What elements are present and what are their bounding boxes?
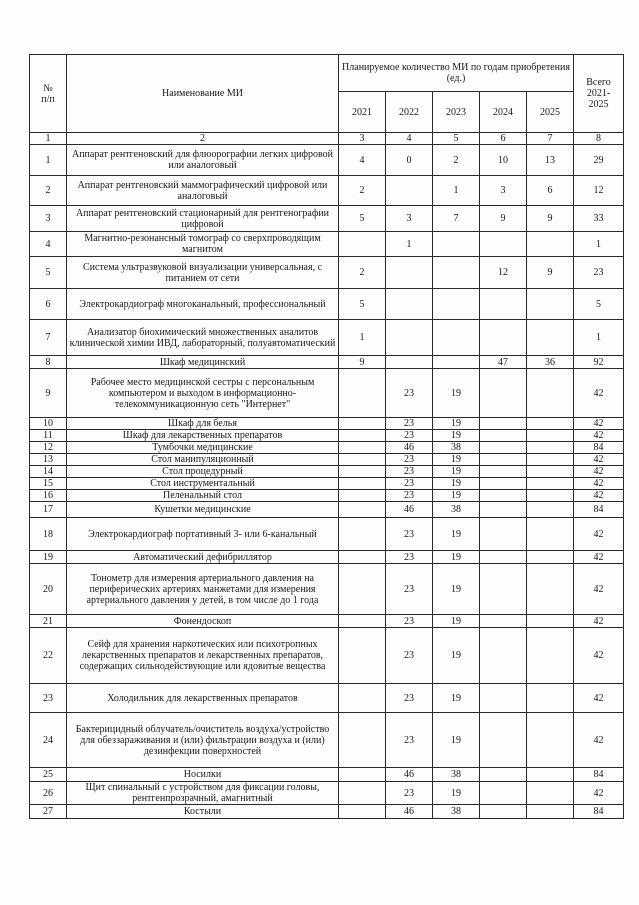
table-row	[30, 454, 624, 466]
item-name: Шкаф для лекарственных препаратов	[67, 430, 339, 442]
year-quantity	[339, 684, 386, 713]
table-row	[30, 206, 624, 232]
table-row	[30, 518, 624, 551]
year-quantity: 23	[386, 466, 433, 478]
column-number: 8	[574, 133, 624, 145]
year-quantity: 23	[386, 518, 433, 551]
year-quantity	[480, 782, 527, 805]
year-quantity: 23	[386, 430, 433, 442]
row-total: 42	[574, 782, 624, 805]
item-name: Бактерицидный облучатель/очиститель воздуха/устройство для обеззараживания и (или) фильтрации воздуха и (или) дезинфекции поверхностей	[67, 713, 339, 768]
row-total: 42	[574, 418, 624, 430]
row-total: 84	[574, 442, 624, 454]
item-name: Стол процедурный	[67, 466, 339, 478]
row-total: 42	[574, 713, 624, 768]
column-number: 4	[386, 133, 433, 145]
item-name: Костыли	[67, 805, 339, 819]
row-number: 16	[30, 490, 67, 502]
year-quantity	[386, 176, 433, 206]
table-row	[30, 369, 624, 418]
year-quantity	[527, 805, 574, 819]
year-quantity: 19	[433, 782, 480, 805]
year-quantity	[480, 466, 527, 478]
year-quantity: 9	[527, 206, 574, 232]
year-quantity	[339, 564, 386, 615]
year-quantity	[480, 478, 527, 490]
row-number: 3	[30, 206, 67, 232]
column-number: 3	[339, 133, 386, 145]
year-quantity	[480, 454, 527, 466]
table-row	[30, 466, 624, 478]
year-quantity: 23	[386, 684, 433, 713]
row-number: 6	[30, 289, 67, 320]
year-quantity	[527, 289, 574, 320]
year-quantity: 46	[386, 805, 433, 819]
table-row	[30, 176, 624, 206]
table-row	[30, 418, 624, 430]
row-total: 1	[574, 320, 624, 356]
year-quantity	[339, 442, 386, 454]
row-number: 11	[30, 430, 67, 442]
row-number: 20	[30, 564, 67, 615]
year-quantity: 46	[386, 768, 433, 782]
row-number: 26	[30, 782, 67, 805]
year-quantity: 19	[433, 478, 480, 490]
item-name: Аппарат рентгеновский маммографический цифровой или аналоговый	[67, 176, 339, 206]
item-name: Анализатор биохимический множественных аналитов клинической химии ИВД, лабораторный, полуавтоматический	[67, 320, 339, 356]
header-year: 2024	[480, 92, 527, 133]
year-quantity: 23	[386, 369, 433, 418]
year-quantity: 9	[480, 206, 527, 232]
year-quantity	[527, 551, 574, 564]
table-row	[30, 713, 624, 768]
year-quantity	[386, 320, 433, 356]
year-quantity: 19	[433, 551, 480, 564]
table-row	[30, 145, 624, 176]
year-quantity	[339, 418, 386, 430]
item-name: Фонендоскоп	[67, 615, 339, 628]
item-name: Система ультразвуковой визуализации универсальная, с питанием от сети	[67, 257, 339, 289]
year-quantity	[339, 466, 386, 478]
year-quantity	[480, 418, 527, 430]
year-quantity	[480, 684, 527, 713]
year-quantity	[480, 518, 527, 551]
year-quantity	[480, 615, 527, 628]
year-quantity	[480, 442, 527, 454]
item-name: Электрокардиограф портативный 3- или 6-канальный	[67, 518, 339, 551]
table-row	[30, 805, 624, 819]
year-quantity: 23	[386, 551, 433, 564]
year-quantity	[339, 628, 386, 684]
year-quantity	[527, 478, 574, 490]
header-year: 2025	[527, 92, 574, 133]
year-quantity: 4	[339, 145, 386, 176]
header-planned-quantity: Планируемое количество МИ по годам приобретения (ед.)	[339, 55, 574, 92]
item-name: Электрокардиограф многоканальный, профессиональный	[67, 289, 339, 320]
table-row	[30, 232, 624, 257]
column-number: 5	[433, 133, 480, 145]
item-name: Автоматический дефибриллятор	[67, 551, 339, 564]
year-quantity	[339, 768, 386, 782]
year-quantity: 10	[480, 145, 527, 176]
item-name: Шкаф для белья	[67, 418, 339, 430]
year-quantity	[527, 442, 574, 454]
column-number: 6	[480, 133, 527, 145]
header-name: Наименование МИ	[67, 55, 339, 133]
table-row	[30, 768, 624, 782]
year-quantity: 9	[527, 257, 574, 289]
year-quantity: 3	[386, 206, 433, 232]
year-quantity: 1	[339, 320, 386, 356]
item-name: Тумбочки медицинские	[67, 442, 339, 454]
year-quantity: 38	[433, 805, 480, 819]
item-name: Тонометр для измерения артериального давления на периферических артериях манжетами для измерения артериального давления у детей, в том числе до 1 года	[67, 564, 339, 615]
row-number: 13	[30, 454, 67, 466]
year-quantity	[527, 466, 574, 478]
table-row	[30, 615, 624, 628]
row-number: 15	[30, 478, 67, 490]
equipment-plan-table	[29, 54, 624, 819]
year-quantity	[527, 369, 574, 418]
year-quantity	[527, 564, 574, 615]
year-quantity: 19	[433, 454, 480, 466]
year-quantity: 2	[339, 257, 386, 289]
header-number: № п/п	[30, 55, 67, 133]
year-quantity	[480, 768, 527, 782]
year-quantity	[339, 782, 386, 805]
year-quantity: 1	[386, 232, 433, 257]
year-quantity	[386, 289, 433, 320]
item-name: Носилки	[67, 768, 339, 782]
row-number: 10	[30, 418, 67, 430]
year-quantity: 12	[480, 257, 527, 289]
table-row	[30, 430, 624, 442]
row-number: 9	[30, 369, 67, 418]
row-number: 12	[30, 442, 67, 454]
year-quantity: 19	[433, 684, 480, 713]
row-total: 42	[574, 466, 624, 478]
year-quantity	[527, 615, 574, 628]
row-number: 17	[30, 502, 67, 518]
row-number: 4	[30, 232, 67, 257]
year-quantity	[339, 502, 386, 518]
year-quantity	[527, 232, 574, 257]
header-year: 2021	[339, 92, 386, 133]
table-row	[30, 289, 624, 320]
item-name: Кушетки медицинские	[67, 502, 339, 518]
year-quantity	[480, 805, 527, 819]
row-total: 92	[574, 356, 624, 369]
year-quantity	[480, 232, 527, 257]
item-name: Шкаф медицинский	[67, 356, 339, 369]
year-quantity	[527, 782, 574, 805]
table-row	[30, 551, 624, 564]
column-number-row	[30, 133, 624, 145]
row-total: 23	[574, 257, 624, 289]
year-quantity: 19	[433, 418, 480, 430]
year-quantity	[527, 454, 574, 466]
year-quantity: 19	[433, 713, 480, 768]
row-number: 24	[30, 713, 67, 768]
column-number: 7	[527, 133, 574, 145]
year-quantity: 23	[386, 628, 433, 684]
row-total: 42	[574, 369, 624, 418]
year-quantity: 13	[527, 145, 574, 176]
year-quantity	[480, 430, 527, 442]
row-total: 42	[574, 615, 624, 628]
row-number: 1	[30, 145, 67, 176]
row-number: 14	[30, 466, 67, 478]
year-quantity	[527, 518, 574, 551]
year-quantity: 19	[433, 369, 480, 418]
row-number: 7	[30, 320, 67, 356]
table-row	[30, 320, 624, 356]
item-name: Пеленальный стол	[67, 490, 339, 502]
row-number: 18	[30, 518, 67, 551]
year-quantity: 46	[386, 502, 433, 518]
row-number: 27	[30, 805, 67, 819]
year-quantity: 23	[386, 478, 433, 490]
year-quantity: 23	[386, 418, 433, 430]
item-name: Стол манипуляционный	[67, 454, 339, 466]
year-quantity	[339, 369, 386, 418]
header-total: Всего 2021- 2025	[574, 55, 624, 133]
row-total: 12	[574, 176, 624, 206]
table-row	[30, 502, 624, 518]
item-name: Рабочее место медицинской сестры с персональным компьютером и выходом в информационно-телекоммуникационную сеть "Интернет"	[67, 369, 339, 418]
row-number: 22	[30, 628, 67, 684]
year-quantity: 5	[339, 289, 386, 320]
year-quantity	[527, 430, 574, 442]
row-total: 42	[574, 430, 624, 442]
year-quantity	[480, 320, 527, 356]
year-quantity: 23	[386, 454, 433, 466]
year-quantity	[339, 478, 386, 490]
year-quantity: 19	[433, 490, 480, 502]
year-quantity	[527, 768, 574, 782]
year-quantity: 38	[433, 442, 480, 454]
row-total: 42	[574, 551, 624, 564]
year-quantity: 3	[480, 176, 527, 206]
table-row	[30, 564, 624, 615]
year-quantity	[527, 684, 574, 713]
year-quantity: 47	[480, 356, 527, 369]
header-year: 2023	[433, 92, 480, 133]
table-row	[30, 478, 624, 490]
year-quantity	[480, 564, 527, 615]
year-quantity	[339, 713, 386, 768]
row-total: 5	[574, 289, 624, 320]
year-quantity	[339, 232, 386, 257]
item-name: Магнитно-резонансный томограф со сверхпроводящим магнитом	[67, 232, 339, 257]
row-number: 23	[30, 684, 67, 713]
row-total: 42	[574, 454, 624, 466]
year-quantity	[433, 257, 480, 289]
year-quantity: 2	[339, 176, 386, 206]
item-name: Аппарат рентгеновский стационарный для рентгенографии цифровой	[67, 206, 339, 232]
year-quantity: 0	[386, 145, 433, 176]
row-number: 2	[30, 176, 67, 206]
row-total: 42	[574, 684, 624, 713]
year-quantity: 19	[433, 466, 480, 478]
year-quantity	[480, 289, 527, 320]
year-quantity: 23	[386, 782, 433, 805]
row-total: 29	[574, 145, 624, 176]
table-row	[30, 628, 624, 684]
column-number: 1	[30, 133, 67, 145]
year-quantity: 19	[433, 430, 480, 442]
year-quantity	[480, 713, 527, 768]
year-quantity	[339, 551, 386, 564]
item-name: Сейф для хранения наркотических или психотропных лекарственных препаратов и лекарственных препаратов, содержащих сильнодействующие или ядовитые вещества	[67, 628, 339, 684]
column-number: 2	[67, 133, 339, 145]
year-quantity	[339, 430, 386, 442]
table-row	[30, 490, 624, 502]
row-total: 84	[574, 805, 624, 819]
year-quantity	[433, 356, 480, 369]
year-quantity: 23	[386, 713, 433, 768]
table-row	[30, 782, 624, 805]
row-total: 33	[574, 206, 624, 232]
row-number: 5	[30, 257, 67, 289]
year-quantity: 19	[433, 518, 480, 551]
year-quantity	[386, 257, 433, 289]
year-quantity	[527, 418, 574, 430]
row-number: 8	[30, 356, 67, 369]
year-quantity	[339, 805, 386, 819]
year-quantity: 38	[433, 768, 480, 782]
year-quantity	[527, 713, 574, 768]
row-total: 42	[574, 490, 624, 502]
header-year: 2022	[386, 92, 433, 133]
year-quantity	[339, 518, 386, 551]
year-quantity	[339, 615, 386, 628]
year-quantity	[480, 628, 527, 684]
year-quantity	[339, 454, 386, 466]
year-quantity	[480, 490, 527, 502]
year-quantity: 38	[433, 502, 480, 518]
year-quantity: 1	[433, 176, 480, 206]
row-total: 42	[574, 518, 624, 551]
year-quantity: 5	[339, 206, 386, 232]
item-name: Стол инструментальный	[67, 478, 339, 490]
year-quantity: 7	[433, 206, 480, 232]
year-quantity: 19	[433, 564, 480, 615]
year-quantity	[433, 232, 480, 257]
year-quantity: 23	[386, 615, 433, 628]
year-quantity	[480, 502, 527, 518]
row-total: 42	[574, 564, 624, 615]
year-quantity	[527, 628, 574, 684]
year-quantity	[480, 369, 527, 418]
row-number: 21	[30, 615, 67, 628]
year-quantity	[527, 320, 574, 356]
year-quantity: 23	[386, 564, 433, 615]
year-quantity: 46	[386, 442, 433, 454]
table-row	[30, 442, 624, 454]
item-name: Аппарат рентгеновский для флюорографии легких цифровой или аналоговый	[67, 145, 339, 176]
year-quantity	[527, 502, 574, 518]
row-total: 42	[574, 628, 624, 684]
year-quantity: 2	[433, 145, 480, 176]
row-total: 42	[574, 478, 624, 490]
year-quantity: 6	[527, 176, 574, 206]
row-total: 1	[574, 232, 624, 257]
year-quantity	[433, 320, 480, 356]
year-quantity: 19	[433, 615, 480, 628]
item-name: Щит спинальный с устройством для фиксации головы, рентгенпрозрачный, амагнитный	[67, 782, 339, 805]
table-row	[30, 684, 624, 713]
year-quantity: 23	[386, 490, 433, 502]
year-quantity	[480, 551, 527, 564]
year-quantity	[386, 356, 433, 369]
year-quantity	[527, 490, 574, 502]
year-quantity: 9	[339, 356, 386, 369]
table-row	[30, 356, 624, 369]
row-number: 25	[30, 768, 67, 782]
table-body	[30, 145, 624, 819]
year-quantity	[339, 490, 386, 502]
row-total: 84	[574, 768, 624, 782]
item-name: Холодильник для лекарственных препаратов	[67, 684, 339, 713]
row-number: 19	[30, 551, 67, 564]
year-quantity	[433, 289, 480, 320]
year-quantity: 36	[527, 356, 574, 369]
row-total: 84	[574, 502, 624, 518]
table-row	[30, 257, 624, 289]
year-quantity: 19	[433, 628, 480, 684]
